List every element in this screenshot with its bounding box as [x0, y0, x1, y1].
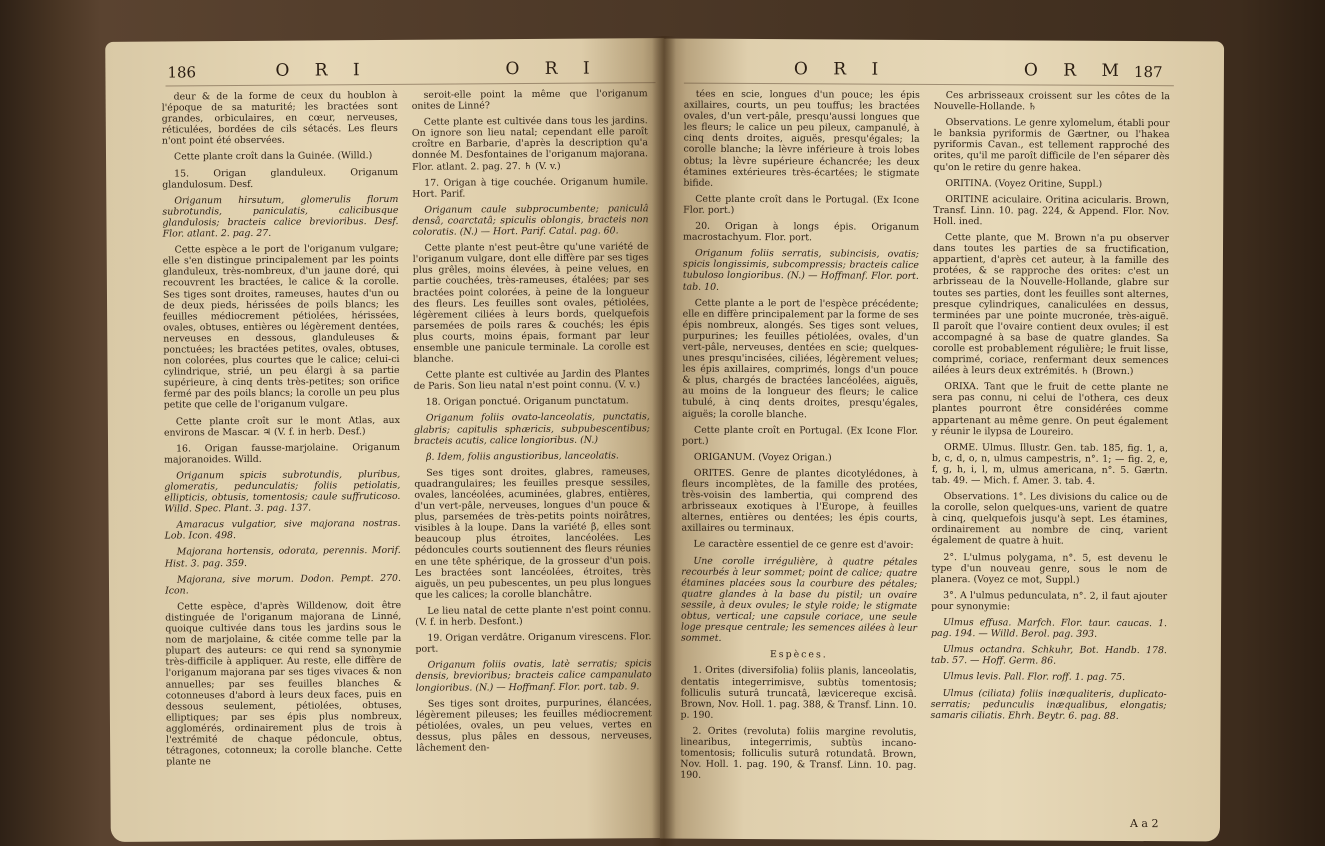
paragraph: Cette plante est cultivée dans tous les jardins. On ignore son lieu natal; cependant elle paroît croître en Barbarie, d'après la description qu'a donnée M. Desfontaines de l'origanum majorana. Flor. atlant. 2. pag. 27. ♄ (V. v.) — [411, 115, 649, 173]
signature-mark: A a 2 — [1129, 816, 1159, 831]
paragraph: Observations. 1°. Les divisions du calice ou de la corolle, selon quelques-uns, varient de quatre à cinq, quelquefois jusqu'à sept. Les étamines, ordinairement au nombre de cinq, varient également de quatre à huit. — [931, 491, 1168, 548]
header-rule — [684, 83, 1174, 87]
paragraph: ORITES. Genre de plantes dicotylédones, à fleurs incomplètes, de la famille des protées, très-voisin des lambertia, qui comprend des arbrisseaux exotiques à l'Europe, à feuilles alternes, entières ou dentées; les épis courts, axillaires ou terminaux. — [681, 467, 918, 535]
running-head-right: O R M — [1023, 60, 1129, 81]
paragraph: Origanum foliis serratis, subincisis, ovatis; spicis longissimis, subcompressis; bracteis calice tubuloso longioribus. (N.) — Hoffmanf. Flor. port. tab. 10. — [682, 247, 919, 293]
paragraph: Ulmus levis. Pall. Flor. roff. 1. pag. 75. — [942, 671, 1126, 684]
paragraph: deur & de la forme de ceux du houblon à l'époque de sa maturité; les bractées sont grandes, orbiculaires, en cœur, nerveuses, réticulées, bordées de cils sétacés. Les fleurs n'ont point été observées. — [161, 89, 398, 147]
paragraph: 1. Orites (diversifolia) foliis planis, lanceolatis, dentatis integerrimisve, subtùs tomentosis; folliculis suturâ truncatâ, lævicereque excisâ. Brown, Nov. Holl. 1. pag. 388, & Transf. Linn. 10. p. 190. — [680, 665, 917, 721]
paragraph: 2. Orites (revoluta) foliis margine revolutis, linearibus, integerrimis, subtùs incano-tomentosis; folliculis suturâ rotundatâ. Brown, Nov. Holl. 1. pag. 190, & Transf. Linn. 10. pag. 190. — [680, 725, 917, 781]
paragraph: ORITINE aciculaire. Oritina acicularis. Brown, Transf. Linn. 10. pag. 224, & Append. Flor. Nov. Holl. ined. — [933, 193, 1170, 228]
paragraph: Cette plante a le port de l'espèce précédente; elle en diffère principalement par la forme de ses épis nombreux, alongés. Ses tiges sont velues, purpurines; les feuilles pétiolées, ovales, d'un vert-pâle, nerveuses, dentées en scie; quelques-unes presqu'incisées, ciliées, légèrement velues; les épis axillaires, comprimés, longs d'un pouce & plus, chargés de bractées lancéolées, aiguës, au moins de la longueur des fleurs; le calice tubulé, à cinq dents droites, presqu'égales, aiguës; la corolle blanche. — [682, 297, 919, 420]
right-column-2 — [931, 90, 1170, 727]
paragraph: 15. Origan glanduleux. Origanum glandulosum. Desf. — [162, 166, 399, 191]
paragraph: Majorana hortensis, odorata, perennis. Morif. Hist. 3. pag. 359. — [164, 545, 401, 570]
page-number-right: 187 — [1133, 63, 1163, 82]
running-head-right-col1: O R I — [793, 59, 889, 80]
paragraph: Origanum spicis subrotundis, pluribus, glomeratis, pedunculatis; foliis petiolatis, ellipticis, obtusis, tomentosis; caule suffruticoso. Willd. Spec. Plant. 3. pag. 137. — [164, 468, 401, 515]
paragraph: Origanum foliis ovatis, latè serratis; spicis densis, brevioribus; bracteis calice campanulato longioribus. (N.) — Hoffmanf. Flor. port. tab. 9. — [415, 658, 652, 694]
paragraph: 17. Origan à tige couchée. Origanum humile. Hort. Parif. — [412, 175, 649, 200]
running-head-left-col2: O R I — [505, 58, 600, 80]
paragraph: ORIGANUM. (Voyez Origan.) — [693, 451, 832, 464]
paragraph: Ses tiges sont droites, glabres, rameuses, quadrangulaires; les feuilles presque sessiles, ovales, lancéolées, acuminées, glabres, entières, d'un vert-pâle, nerveuses, longues d'un pouce & plus, parsemées de très-petits points noirâtres, visibles à la loupe. Dans la variété β, elles sont beaucoup plus étroites, lancéolées. Les pédoncules courts soutiennent des fleurs réunies en une tête sphérique, de la grosseur d'un pois. Les bractées sont lancéolées, étroites, très aiguës, un peu pubescentes, un peu plus longues que les calices; la corolle blanchâtre. — [414, 465, 652, 601]
paragraph: Cette plante croît dans le Portugal. (Ex Icone Flor. port.) — [683, 193, 920, 216]
page-number-left: 186 — [167, 63, 197, 82]
paragraph: Ulmus effusa. Marfch. Flor. taur. caucas. 1. pag. 194. — Willd. Berol. pag. 393. — [930, 617, 1168, 640]
paragraph: 3°. A l'ulmus pedunculata, n°. 2, il faut ajouter pour synonymie: — [931, 589, 1168, 613]
paragraph: Cette plante est cultivée au Jardin des Plantes de Paris. Son lieu natal n'est point connu. (V. v.) — [413, 368, 650, 393]
paragraph: Observations. Le genre xylomelum, établi pour le banksia pyriformis de Gærtner, ou l'hakea pyriformis Cavan., est tellement rapproché des orites, qu'il me paroît difficile de l'en séparer dès qu'on le retire du genre hakea. — [933, 117, 1170, 174]
paragraph: Ulmus (ciliata) foliis inæqualiteris, duplicato-serratis; pedunculis inæqualibus, elongatis; samaris ciliatis. Ehrh. Beytr. 6. pag. 88. — [930, 687, 1167, 722]
paragraph: Ulmus octandra. Schkuhr, Bot. Handb. 178. tab. 57. — Hoff. Germ. 86. — [930, 644, 1167, 667]
paragraph: 18. Origan ponctué. Origanum punctatum. — [425, 395, 629, 409]
paragraph: Majorana, sive morum. Dodon. Pempt. 270. Icon. — [165, 572, 402, 597]
paragraph: Espèces. — [769, 649, 828, 661]
book-gutter — [652, 36, 676, 846]
paragraph: tées en scie, longues d'un pouce; les épis axillaires, courts, un peu touffus; les bractées ovales, d'un vert-pâle, presqu'aussi longues que les fleurs; le calice un peu pileux, campanulé, à cinq dents droites, aiguës, presqu'égales; la corolle blanche; la lèvre inférieure à trois lobes obtus; la lèvre supérieure échancrée; les deux étamines extérieures très-écartées; le stigmate bifide. — [683, 88, 920, 189]
paragraph: 2°. L'ulmus polygama, n°. 5, est devenu le type d'un nouveau genre, sous le nom de planera. (Voyez ce mot, Suppl.) — [931, 551, 1168, 586]
paragraph: Ses tiges sont droites, purpurines, élancées, légèrement pileuses; les feuilles médiocrement pétiolées, ovales, un peu velues, vertes en dessus, plus pâles en dessous, nerveuses, lâchement den- — [415, 696, 653, 754]
paragraph: Origanum foliis ovato-lanceolatis, punctatis, glabris; capitulis sphæricis, subpubescentibus; bracteis acutis, calice longioribus. (N.) — [413, 411, 650, 447]
paragraph: Cette plante, que M. Brown n'a pu observer dans toutes les parties de sa fructification, appartient, d'après cet auteur, à la famille des protées, & se rapproche des orites: c'est un arbrisseau de la Nouvelle-Hollande, glabre sur toutes ses parties, dont les feuilles sont alternes, presque cylindriques, canaliculées en dessus, terminées par une pointe mucronée, très-aiguë. Il paroît que l'ovaire contient deux ovules; il est accompagné à sa base de quatre glandes. Sa corolle est probablement régulière; le fruit lisse, comprimé, coriace, renfermant deux semences ailées à leurs deux extrémités. ♄ (Brown.) — [932, 232, 1170, 378]
paragraph: Le lieu natal de cette plante n'est point connu. (V. f. in herb. Desfont.) — [415, 604, 652, 628]
paragraph: 20. Origan à longs épis. Origanum macrostachyum. Flor. port. — [683, 220, 920, 244]
paragraph: ORME. Ulmus. Illustr. Gen. tab. 185, fig. 1, a, b, c, d, o, n, ulmus campestris, n°. 1; — fig. 2, e, f, g, h, i, l, m, ulmus americana, n°. 5. Gærtn. tab. 49. — Mich. f. Amer. 3. tab. 4. — [931, 441, 1168, 487]
paragraph: Cette plante croît en Portugal. (Ex Icone Flor. port.) — [681, 424, 919, 447]
left-column-2 — [412, 88, 653, 759]
header-rule — [166, 82, 656, 86]
paragraph: Amaracus vulgatior, sive majorana nostras. Lob. Icon. 498. — [164, 518, 401, 542]
paragraph: Cette espèce, d'après Willdenow, doit être distinguée de l'origanum majorana de Linné, quoique cultivée dans tous les jardins sous le nom de marjolaine, & citée comme telle par la plupart des auteurs: ce qui rend sa synonymie très-difficile à appliquer. Au reste, elle diffère de l'origanum majorana par ses tiges vivaces & non annuelles; par ses feuilles blanches & cotonneuses d'abord à leurs deux faces, puis en dessous seulement, pétiolées, obtuses, elliptiques; par ses épis plus nombreux, agglomérés, ordinairement plus de trois à l'extrémité de chaque pédoncule, obtus, tétragones, cotonneux; la corolle blanche. Cette plante ne — [165, 599, 403, 768]
left-column-1 — [162, 90, 403, 773]
paragraph: seroit-elle point la même que l'origanum onites de Linné? — [411, 88, 648, 112]
paragraph: β. Idem, foliis angustioribus, lanceolatis. — [426, 450, 619, 463]
paragraph: Cette espèce a le port de l'origanum vulgare; elle s'en distingue principalement par les points glanduleux, très-nombreux, d'un jaune doré, qui recouvrent les bractées, le calice & la corolle. Ses tiges sont droites, rameuses, hautes d'un ou de deux pieds, hérissées de poils blancs; les feuilles médiocrement pétiolées, hérissées, ovales, obtuses, entières ou légèrement dentées, nerveuses en dessous, glanduleuses & ponctuées; les bractées petites, ovales, obtuses, non colorées, plus courtes que le calice; celui-ci cylindrique, strié, un peu élargi à sa partie supérieure, à cinq dents très-petites; son orifice fermé par des poils blancs; la corolle un peu plus petite que celle de l'origanum vulgare. — [162, 243, 400, 412]
paragraph: ORITINA. (Voyez Oritine, Suppl.) — [945, 177, 1103, 190]
paragraph: Cette plante n'est peut-être qu'une variété de l'origanum vulgare, dont elle diffère par ses tiges plus grêles, moins élevées, à peine velues, en partie couchées, très-rameuses, étalées; par ses bractées point colorées, à peine de la longueur des fleurs. Les feuilles sont ovales, pétiolées, légèrement ciliées à leurs bords, quelquefois parsemées de poils rares & couchés; les épis plus courts, moins épais, formant par leur ensemble une panicule terminale. La corolle est blanche. — [412, 241, 650, 365]
right-column-1 — [680, 89, 920, 788]
paragraph: Une corolle irrégulière, à quatre pétales recourbés à leur sommet; point de calice; quatre étamines placées sous la courbure des pétales; quatre glandes à la base du pistil; un ovaire sessile, à deux ovules; le style roide; le stigmate obtus, vertical; une capsule coriace, une seule loge presque centrale; les semences ailées à leur sommet. — [680, 555, 918, 645]
paragraph: Le caractère essentiel de ce genre est d'avoir: — [693, 539, 914, 552]
paragraph: Cette plante croît sur le mont Atlas, aux environs de Mascar. ♃ (V. f. in herb. Desf.) — [163, 414, 400, 439]
paragraph: ORIXA. Tant que le fruit de cette plante ne sera pas connu, ni celui de l'othera, ces deux plantes pourront être considérées comme appartenant au même genre. On peut également y réunir le ilypsa de Loureiro. — [932, 381, 1169, 438]
paragraph: 16. Origan fausse-marjolaine. Origanum majoranoides. Willd. — [164, 441, 401, 466]
paragraph: 19. Origan verdâtre. Origanum virescens. Flor. port. — [415, 631, 652, 656]
left-page — [105, 38, 671, 842]
right-page — [660, 39, 1224, 842]
running-head-left: O R I — [275, 60, 370, 81]
paragraph: Ces arbrisseaux croissent sur les côtes de la Nouvelle-Hollande. ♄ — [933, 90, 1170, 113]
paragraph: Origanum hirsutum, glomerulis florum subrotundis, paniculatis, calicibusque glandulosis; bracteis calice brevioribus. Desf. Flor. atlant. 2. pag. 27. — [162, 193, 399, 240]
paragraph: Origanum caule subprocumbente; paniculâ densâ, coarctatâ; spiculis oblongis, bracteis non coloratis. (N.) — Hort. Parif. Catal. pag. 60. — [412, 203, 649, 238]
paragraph: Cette plante croît dans la Guinée. (Willd.) — [173, 150, 373, 163]
